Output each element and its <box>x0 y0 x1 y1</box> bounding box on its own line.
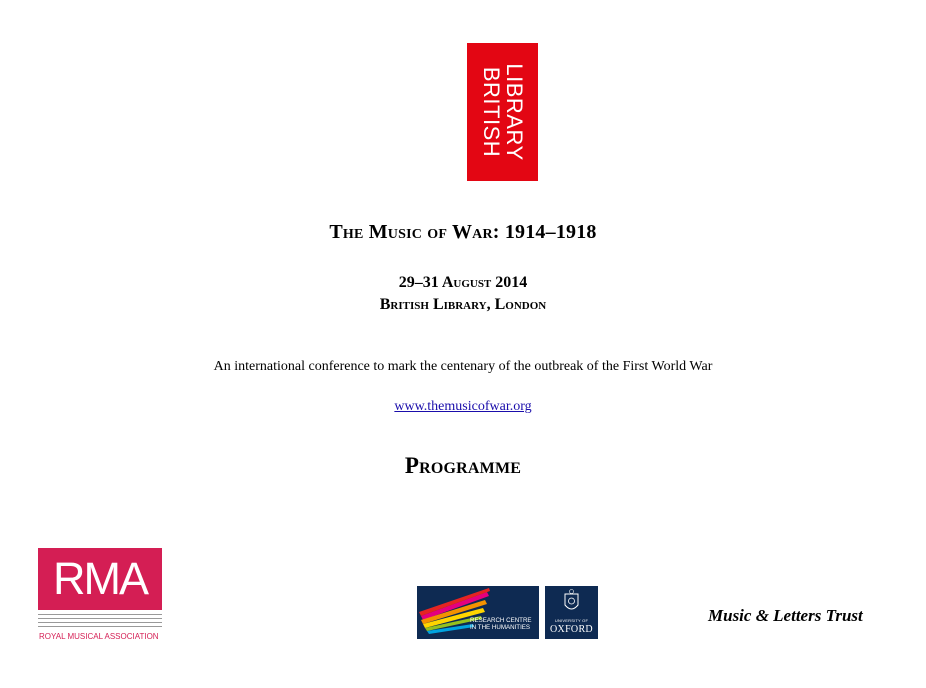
programme-heading: Programme <box>404 453 522 478</box>
rma-logo-abbr: RMA <box>38 548 162 610</box>
oxford-crest-icon <box>545 588 598 618</box>
oxford-logo <box>545 586 598 639</box>
bl-logo-line2: BRITISH <box>478 66 504 158</box>
conference-venue: British Library, London <box>379 296 547 313</box>
music-letters-trust: Music & Letters Trust <box>708 606 863 625</box>
british-library-logo <box>467 43 538 181</box>
website-line <box>0 397 926 415</box>
rma-logo-name: ROYAL MUSICAL ASSOCIATION <box>39 632 159 641</box>
bl-logo-line1: LIBRARY <box>501 63 527 161</box>
torch-line1: RESEARCH CENTRE <box>470 617 532 624</box>
website-link[interactable]: www.themusicofwar.org <box>394 399 532 414</box>
torch-flame-icon <box>417 586 539 639</box>
oxford-logo-small: UNIVERSITY OF <box>554 618 589 623</box>
conference-description: An international conference to mark the centenary of the outbreak of the First World War <box>213 359 713 374</box>
torch-logo <box>417 586 539 639</box>
conference-date: 29–31 August 2014 <box>398 274 528 291</box>
conference-title: The Music of War: 1914–1918 <box>329 221 597 243</box>
rma-logo <box>38 548 164 648</box>
torch-line2: IN THE HUMANITIES <box>470 624 531 631</box>
oxford-logo-big: OXFORD <box>550 624 593 635</box>
